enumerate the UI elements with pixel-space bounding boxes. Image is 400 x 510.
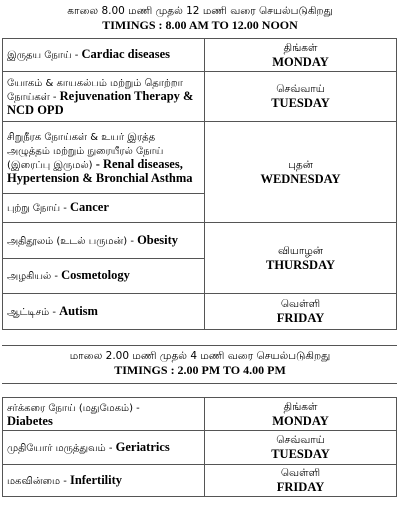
condition-cell: யோகம் & காயகல்பம் மற்றும் தொற்றா நோய்கள் - Rejuvenation Therapy & NCD OPD (3, 72, 205, 122)
day-cell-thursday: வியாழன் THURSDAY (205, 223, 397, 294)
condition-cell: மகவின்மை - Infertility (3, 465, 205, 497)
table-row (3, 431, 397, 465)
morning-tamil-heading: காலை 8.00 மணி முதல் 12 மணி வரை செயல்படுகிறது (67, 5, 333, 17)
condition-cell: சர்க்கரை நோய் (மதுமேகம்) - Diabetes (3, 398, 205, 431)
table-row (3, 72, 397, 122)
day-cell-monday: திங்கள் MONDAY (205, 39, 397, 72)
condition-cell: இருதய நோய் - Cardiac diseases (3, 39, 205, 72)
evening-schedule-table (2, 397, 397, 497)
table-row (3, 122, 397, 194)
condition-cell: அதிதூலம் (உடல் பருமன்) - Obesity (3, 223, 205, 259)
condition-cell: சிறுநீரக நோய்கள் & உயர் இரத்த அழுத்தம் மற்றும் நுரையீரல் நோய் (இரைப்பு இருமல்) - Renal diseases, Hypertension & Bronchial Asthma (3, 122, 205, 194)
divider (2, 345, 397, 346)
morning-schedule-table (2, 38, 397, 330)
condition-cell: அழகியல் - Cosmetology (3, 259, 205, 294)
day-cell-friday: வெள்ளி FRIDAY (205, 294, 397, 330)
table-row (3, 465, 397, 497)
table-row (3, 398, 397, 431)
condition-cell: முதியோர் மருத்துவம் - Geriatrics (3, 431, 205, 465)
divider (2, 383, 397, 384)
evening-heading (0, 349, 400, 378)
condition-cell: புற்று நோய் - Cancer (3, 194, 205, 223)
day-cell-friday: வெள்ளி FRIDAY (205, 465, 397, 497)
condition-cell: ஆட்டிசம் - Autism (3, 294, 205, 330)
table-row (3, 223, 397, 259)
day-cell-monday: திங்கள் MONDAY (205, 398, 397, 431)
table-row (3, 294, 397, 330)
day-cell-tuesday: செவ்வாய் TUESDAY (205, 431, 397, 465)
morning-heading (0, 4, 400, 33)
day-cell-wednesday: புதன் WEDNESDAY (205, 122, 397, 223)
table-row (3, 39, 397, 72)
day-cell-tuesday: செவ்வாய் TUESDAY (205, 72, 397, 122)
morning-timings: TIMINGS : 8.00 AM TO 12.00 NOON (102, 18, 298, 32)
evening-timings: TIMINGS : 2.00 PM TO 4.00 PM (114, 363, 286, 377)
evening-tamil-heading: மாலை 2.00 மணி முதல் 4 மணி வரை செயல்படுகிறது (69, 350, 331, 362)
